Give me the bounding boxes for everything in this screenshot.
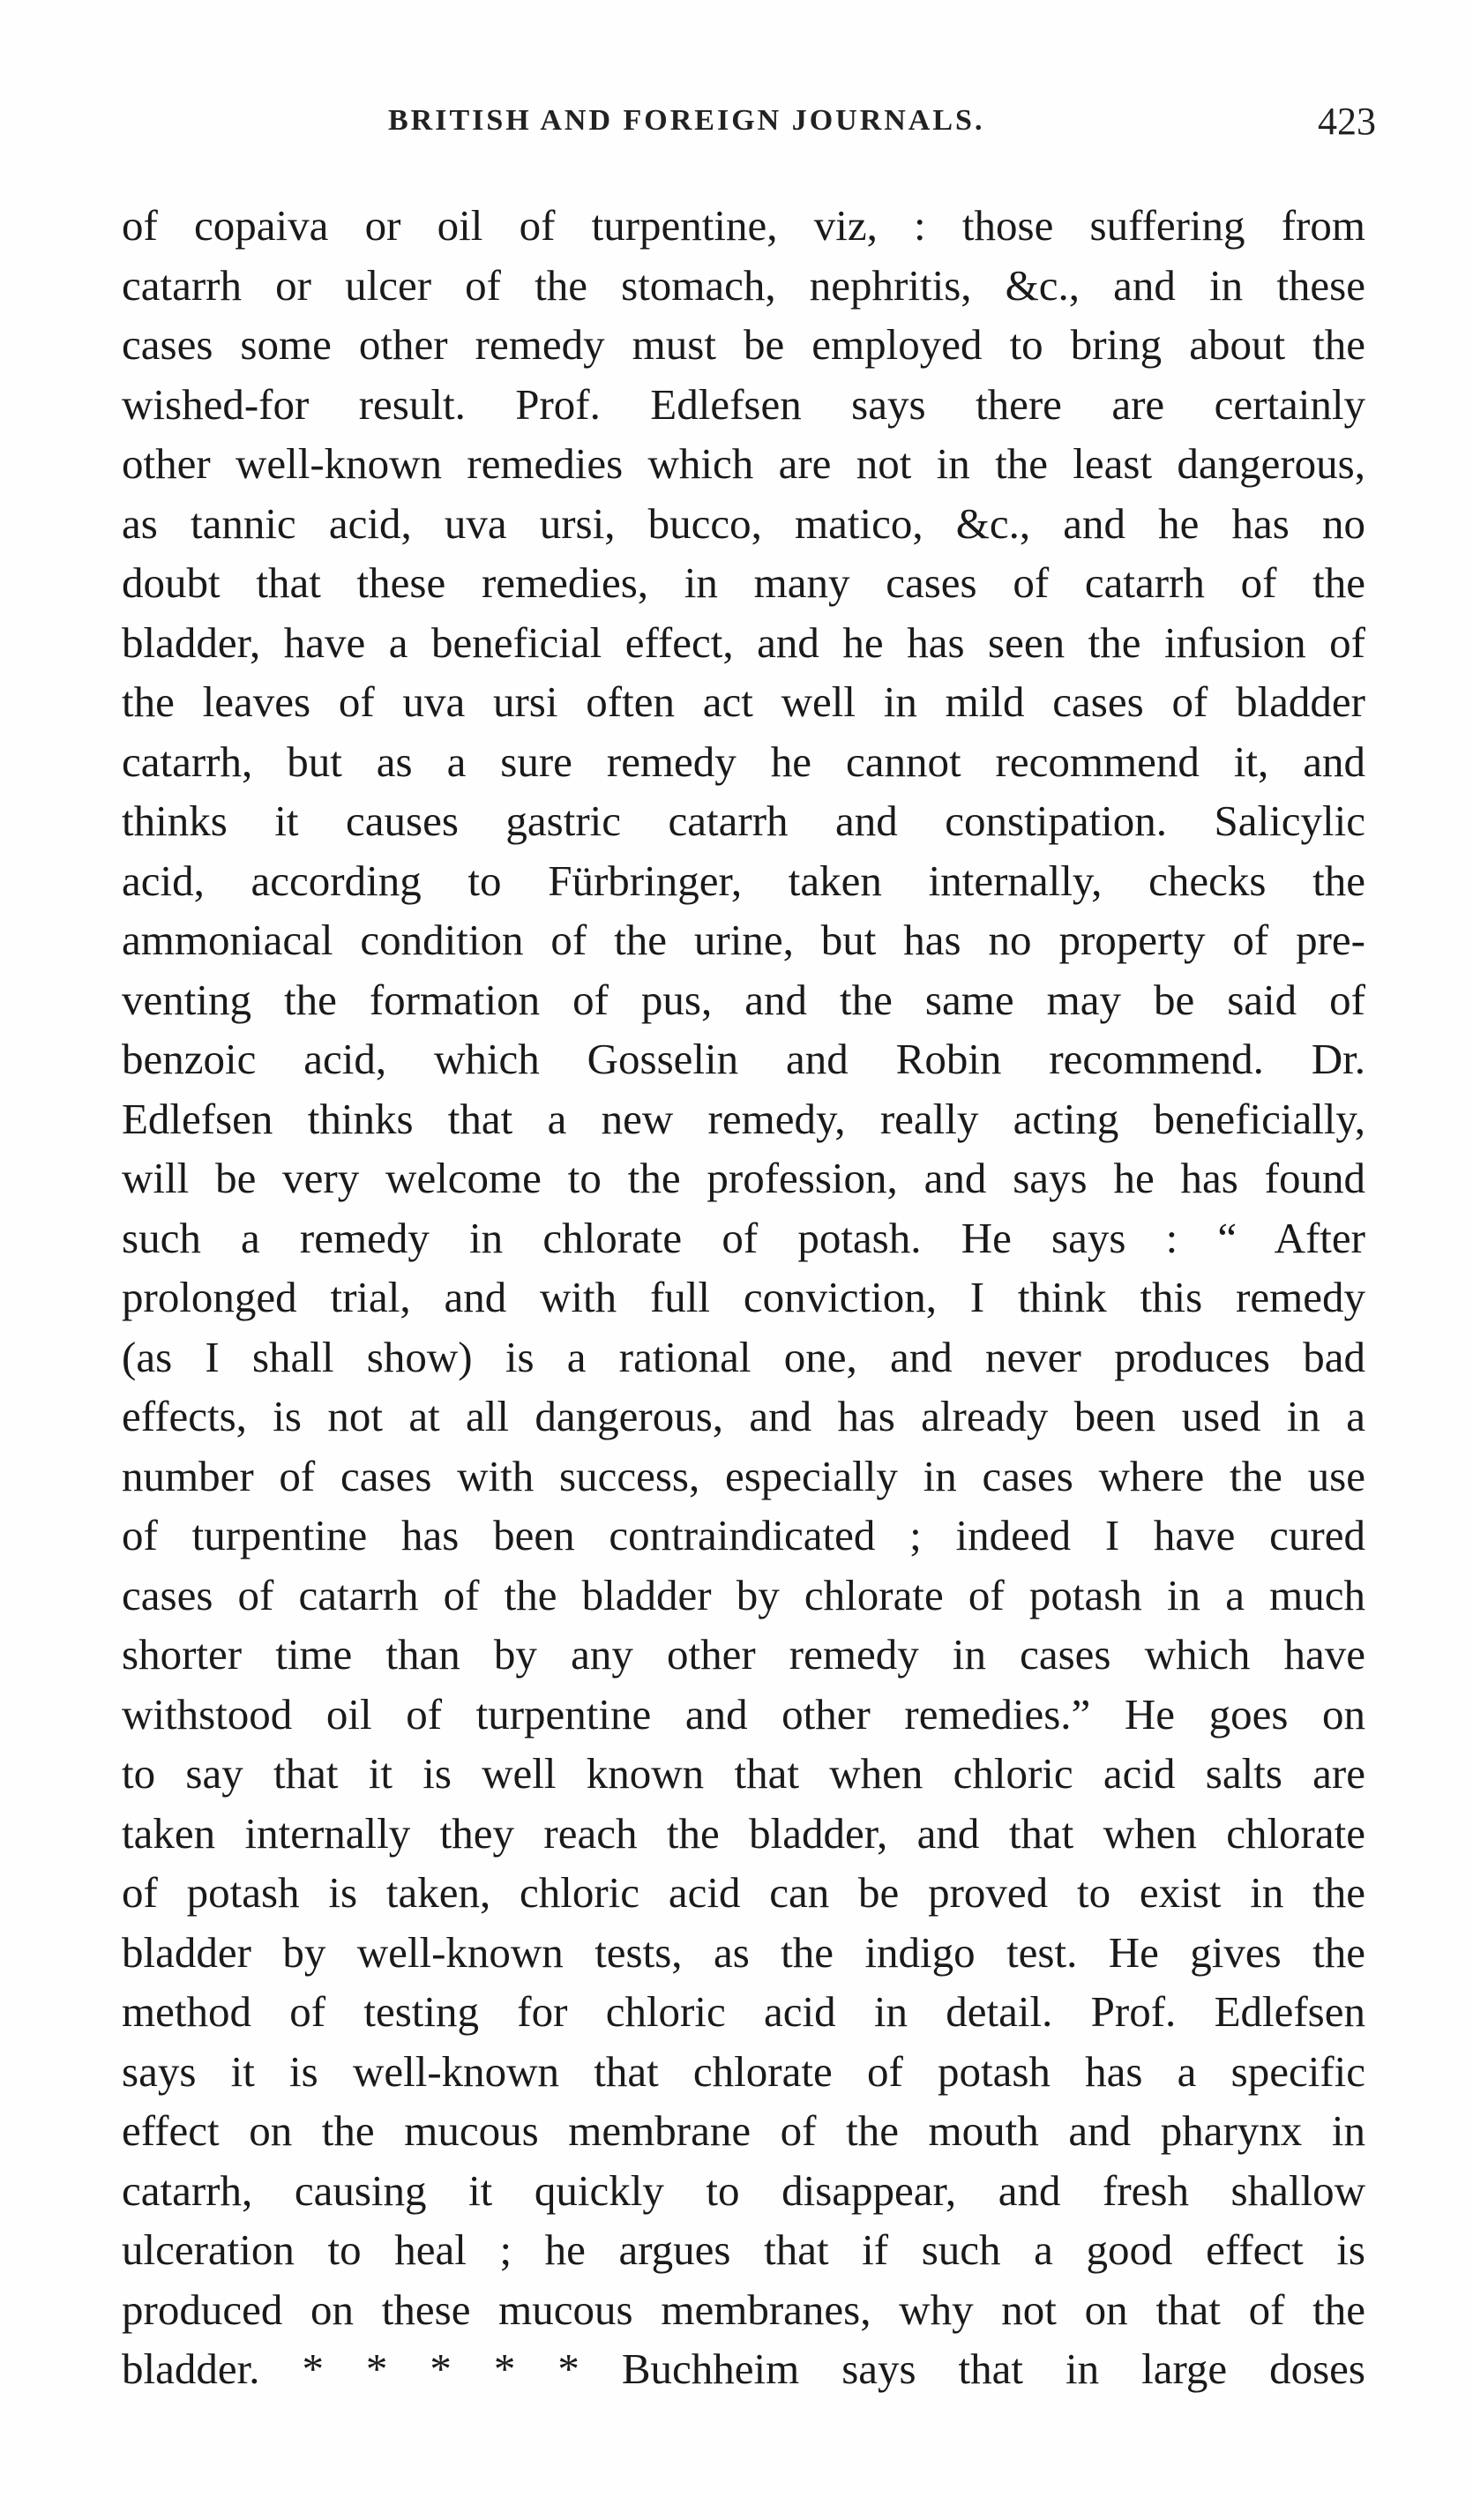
text-line: cases of catarrh of the bladder by chlorate of potash in a much <box>122 1570 1365 1619</box>
text-line: effects, is not at all dangerous, and has already been used in a <box>122 1392 1365 1440</box>
text-line: to say that it is well known that when chloric acid salts are <box>122 1749 1365 1798</box>
text-line: catarrh or ulcer of the stomach, nephritis, &c., and in these <box>122 260 1365 310</box>
running-head <box>123 100 1376 157</box>
text-line: produced on these mucous membranes, why not on that of the <box>122 2284 1365 2334</box>
text-line: acid, according to Fürbringer, taken internally, checks the <box>122 856 1365 905</box>
body-text <box>122 196 1365 2399</box>
text-line: of potash is taken, chloric acid can be proved to exist in the <box>122 1868 1365 1917</box>
running-title: BRITISH AND FOREIGN JOURNALS. <box>388 104 985 137</box>
text-line: catarrh, causing it quickly to disappear, and fresh shallow <box>122 2165 1365 2215</box>
text-line: of turpentine has been contraindicated ; indeed I have cured <box>122 1511 1365 1559</box>
text-line: venting the formation of pus, and the same may be said of <box>122 975 1365 1024</box>
text-line: catarrh, but as a sure remedy he cannot recommend it, and <box>122 737 1365 786</box>
text-line: bladder. * * * * * Buchheim says that in large doses <box>122 2344 1365 2393</box>
text-line: of copaiva or oil of turpentine, viz, : those suffering from <box>122 201 1365 250</box>
text-line: cases some other remedy must be employed to bring about the <box>122 320 1365 369</box>
text-line: such a remedy in chlorate of potash. He says : “ After <box>122 1213 1365 1262</box>
text-line: thinks it causes gastric catarrh and constipation. Salicylic <box>122 796 1365 845</box>
text-line: number of cases with success, especially in cases where the use <box>122 1451 1365 1500</box>
text-line: wished-for result. Prof. Edlefsen says there are certainly <box>122 379 1365 429</box>
text-line: will be very welcome to the profession, and says he has found <box>122 1154 1365 1202</box>
text-line: says it is well-known that chlorate of potash has a specific <box>122 2046 1365 2096</box>
text-line: ulceration to heal ; he argues that if such a good effect is <box>122 2225 1365 2274</box>
page-number: 423 <box>1318 100 1376 143</box>
text-line: as tannic acid, uva ursi, bucco, matico, &c., and he has no <box>122 498 1365 548</box>
text-line: Edlefsen thinks that a new remedy, really acting beneficially, <box>122 1094 1365 1143</box>
text-line: benzoic acid, which Gosselin and Robin recommend. Dr. <box>122 1035 1365 1083</box>
text-line: the leaves of uva ursi often act well in mild cases of bladder <box>122 677 1365 726</box>
text-line: ammoniacal condition of the urine, but has no property of pre- <box>122 916 1365 964</box>
text-line: bladder, have a beneficial effect, and he has seen the infusion of <box>122 617 1365 667</box>
text-line: method of testing for chloric acid in detail. Prof. Edlefsen <box>122 1987 1365 2036</box>
text-line: (as I shall show) is a rational one, and never produces bad <box>122 1332 1365 1381</box>
text-line: shorter time than by any other remedy in cases which have <box>122 1630 1365 1679</box>
text-line: taken internally they reach the bladder, and that when chlorate <box>122 1808 1365 1858</box>
text-line: effect on the mucous membrane of the mouth and pharynx in <box>122 2106 1365 2155</box>
text-line: other well-known remedies which are not in the least dangerous, <box>122 439 1365 488</box>
text-line: withstood oil of turpentine and other remedies.” He goes on <box>122 1689 1365 1739</box>
text-line: doubt that these remedies, in many cases of catarrh of the <box>122 558 1365 607</box>
text-line: bladder by well-known tests, as the indigo test. He gives the <box>122 1927 1365 1977</box>
text-line: prolonged trial, and with full conviction, I think this remedy <box>122 1273 1365 1321</box>
